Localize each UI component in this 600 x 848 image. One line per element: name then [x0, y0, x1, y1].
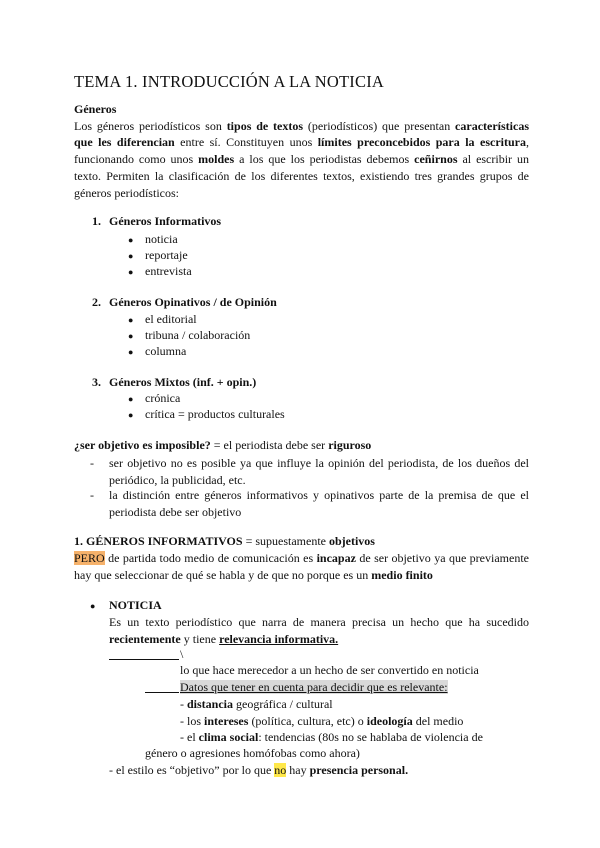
- list-item: tribuna / colaboración: [145, 328, 251, 342]
- list-item: crítica = productos culturales: [145, 407, 285, 421]
- style-note: - el estilo es “objetivo” por lo que no hay presencia personal.: [109, 763, 409, 777]
- list-item: crónica: [145, 391, 181, 405]
- criteria-item-continuation: género o agresiones homófobas como ahora): [145, 746, 360, 760]
- list-item: el editorial: [145, 312, 197, 326]
- question-heading: ¿ser objetivo es imposible? = el periodista debe ser riguroso: [74, 438, 372, 452]
- dash-marker: -: [90, 488, 94, 502]
- paragraph-line: funcionando como unos moldes a los que los periodistas debemos ceñirnos al escribir un: [74, 152, 529, 166]
- underline-rule: [145, 692, 179, 693]
- list-item: reportaje: [145, 248, 188, 262]
- section-heading-generos: Géneros: [74, 102, 117, 116]
- paragraph-line: [180, 679, 448, 696]
- list-item: columna: [145, 344, 187, 358]
- bullet-icon: ●: [128, 235, 134, 245]
- dash-item-line: ser objetivo no es posible ya que influye la opinión del periodista, de los dueños del: [109, 456, 529, 470]
- slash-mark: \: [180, 647, 184, 661]
- paragraph-line: lo que hace merecedor a un hecho de ser convertido en noticia: [180, 663, 479, 677]
- criteria-item: - distancia geográfica / cultural: [180, 697, 333, 711]
- list-item: noticia: [145, 232, 178, 246]
- bullet-icon: ●: [128, 347, 134, 357]
- criteria-item: - los intereses (política, cultura, etc) o ideología del medio: [180, 714, 464, 728]
- highlight-datos: Datos que tener en cuenta para decidir que es relevante:: [180, 680, 448, 694]
- paragraph-line: texto. Permiten la clasificación de los diferentes textos, existiendo tres grandes grupos de: [74, 169, 529, 183]
- paragraph-line: que les diferencian entre sí. Constituyen unos límites preconcebidos para la escritura,: [74, 135, 529, 149]
- paragraph-line: géneros periodísticos:: [74, 186, 179, 200]
- criteria-item: - el clima social: tendencias (80s no se hablaba de violencia de: [180, 730, 483, 744]
- list-number: 2.: [92, 295, 101, 309]
- group-title-informativos: Géneros Informativos: [109, 214, 222, 228]
- list-number: 3.: [92, 375, 101, 389]
- paragraph-line: PERO de partida todo medio de comunicación es incapaz de ser objetivo ya que previamente: [74, 551, 529, 565]
- bullet-icon: ●: [128, 331, 134, 341]
- highlight-no: no: [274, 763, 287, 777]
- dash-marker: -: [90, 456, 94, 470]
- bullet-icon: ●: [128, 315, 134, 325]
- list-item: entrevista: [145, 264, 192, 278]
- paragraph-line: recientemente y tiene relevancia informativa.: [109, 632, 339, 646]
- bullet-icon: ●: [128, 267, 134, 277]
- page-title: TEMA 1. INTRODUCCIÓN A LA NOTICIA: [74, 72, 385, 91]
- list-number: 1.: [92, 214, 101, 228]
- dash-item-line: periódico, la publicidad, etc.: [109, 473, 246, 487]
- dash-item-line: la distinción entre géneros informativos y opinativos parte de la premisa de que el: [109, 488, 529, 502]
- dash-item-line: periodista debe ser objetivo: [109, 505, 242, 519]
- section-heading-noticia: NOTICIA: [109, 598, 162, 612]
- section-heading-informativos: 1. GÉNEROS INFORMATIVOS = supuestamente objetivos: [74, 534, 375, 548]
- bullet-icon: ●: [90, 601, 96, 611]
- bullet-icon: ●: [128, 251, 134, 261]
- highlight-pero: PERO: [74, 551, 105, 565]
- underline-rule: [109, 659, 179, 660]
- bullet-icon: ●: [128, 410, 134, 420]
- paragraph-line: Los géneros periodísticos son tipos de textos (periodísticos) que presentan características: [74, 119, 530, 133]
- group-title-mixtos: Géneros Mixtos (inf. + opin.): [109, 375, 257, 389]
- group-title-opinativos: Géneros Opinativos / de Opinión: [109, 295, 277, 309]
- bullet-icon: ●: [128, 394, 134, 404]
- paragraph-line: Es un texto periodístico que narra de manera precisa un hecho que ha sucedido: [109, 615, 529, 629]
- paragraph-line: hay que seleccionar de qué se habla y de que no porque es un medio finito: [74, 568, 433, 582]
